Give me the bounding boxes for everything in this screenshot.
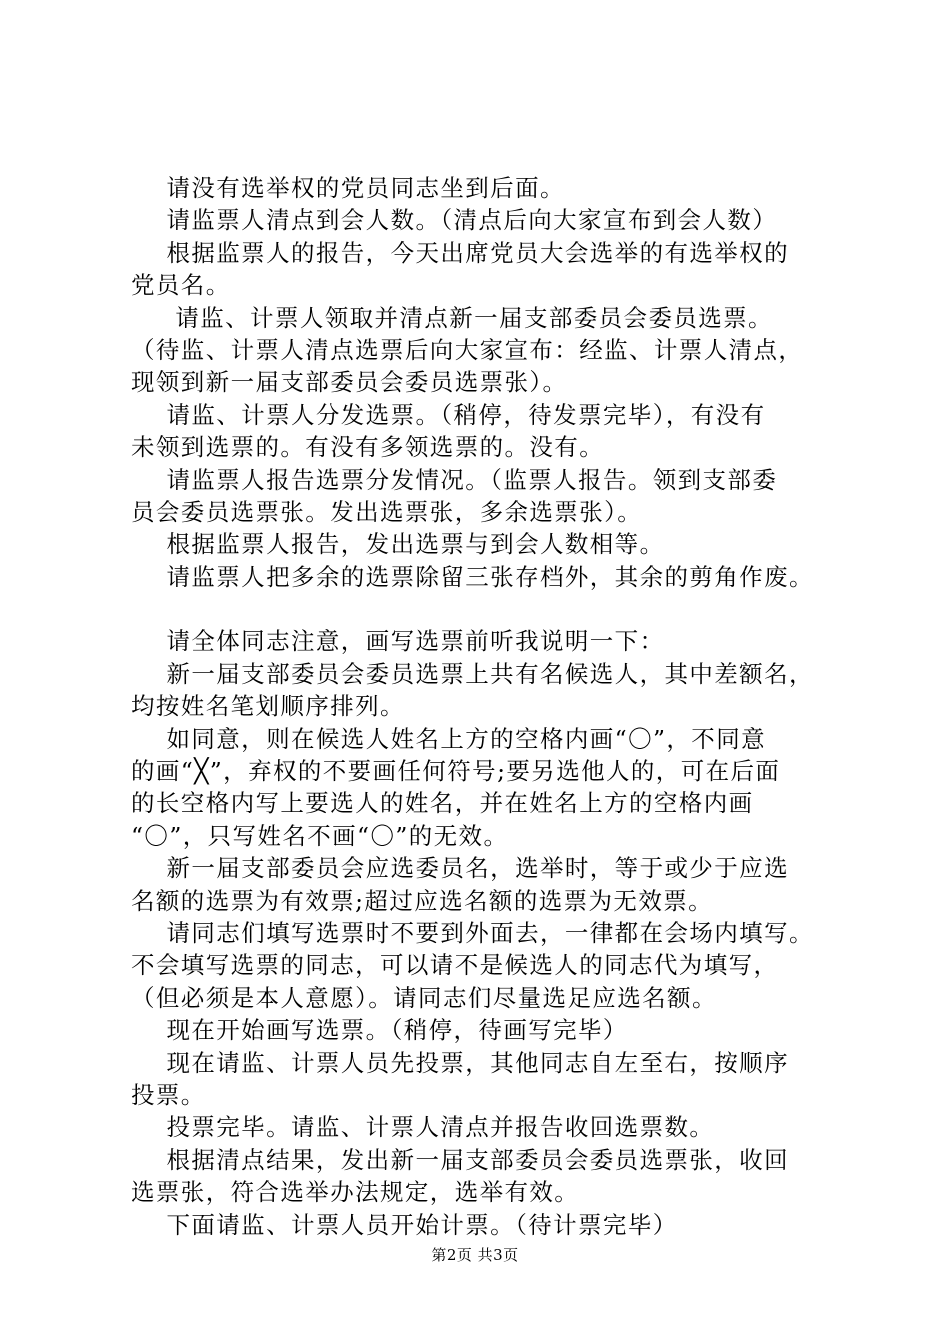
- text-line: 如同意，则在候选人姓名上方的空格内画“〇”，不同意: [131, 724, 767, 753]
- text-line: “〇”，只写姓名不画“〇”的无效。: [131, 821, 509, 850]
- text-line: （但必须是本人意愿）。请同志们尽量选足应选名额。: [131, 983, 717, 1012]
- page-number-footer: 第2页 共3页: [431, 1246, 519, 1264]
- text-line: 新一届支部委员会应选委员名，选举时，等于或少于应选: [131, 854, 789, 883]
- document-body: [131, 172, 851, 1241]
- text-line: 未领到选票的。有没有多领选票的。没有。: [131, 433, 605, 462]
- text-line: 新一届支部委员会委员选票上共有名候选人，其中差额名，: [131, 659, 814, 688]
- text-line: 请监、计票人领取并清点新一届支部委员会委员选票。: [131, 303, 773, 332]
- text-line: [131, 593, 851, 625]
- text-line: 请同志们填写选票时不要到外面去，一律都在会场内填写。: [131, 918, 814, 947]
- text-line: 下面请监、计票人员开始计票。（待计票完毕）: [131, 1210, 678, 1239]
- text-line: 根据清点结果，发出新一届支部委员会委员选票张，收回: [131, 1145, 789, 1174]
- text-line: 名额的选票为有效票;超过应选名额的选票为无效票。: [131, 886, 714, 915]
- text-line: 的长空格内写上要选人的姓名，并在姓名上方的空格内画: [131, 789, 754, 818]
- text-line: 现领到新一届支部委员会委员选票张）。: [131, 368, 568, 397]
- text-line: （待监、计票人清点选票后向大家宣布：经监、计票人清点，: [131, 335, 804, 364]
- text-line: 党员名。: [131, 271, 231, 300]
- text-line: 请监票人把多余的选票除留三张存档外，其余的剪角作废。: [131, 562, 814, 591]
- text-line: 均按姓名笔划顺序排列。: [131, 692, 405, 721]
- text-line: 投票完毕。请监、计票人清点并报告收回选票数。: [131, 1113, 715, 1142]
- text-line: 请监票人清点到会人数。（清点后向大家宣布到会人数）: [131, 206, 778, 235]
- text-line: 投票。: [131, 1080, 206, 1109]
- text-line: 选票张，符合选举办法规定，选举有效。: [131, 1178, 580, 1207]
- text-line: 请监、计票人分发选票。（稍停，待发票完毕），有没有: [131, 400, 766, 429]
- text-line: 员会委员选票张。发出选票张，多余选票张）。: [131, 497, 643, 526]
- text-line: 的画“╳”，弃权的不要画任何符号;要另选他人的，可在后面: [131, 757, 781, 786]
- text-line: 不会填写选票的同志，可以请不是候选人的同志代为填写，: [131, 951, 779, 980]
- text-line: 请全体同志注意，画写选票前听我说明一下：: [131, 627, 665, 656]
- text-line: 请监票人报告选票分发情况。（监票人报告。领到支部委: [131, 465, 778, 494]
- text-line: 现在请监、计票人员先投票，其他同志自左至右，按顺序: [131, 1048, 789, 1077]
- text-line: 根据监票人报告，发出选票与到会人数相等。: [131, 530, 665, 559]
- text-line: 根据监票人的报告，今天出席党员大会选举的有选举权的: [131, 238, 789, 267]
- text-line: 请没有选举权的党员同志坐到后面。: [131, 174, 565, 202]
- text-line: 现在开始画写选票。（稍停，待画写完毕）: [131, 1016, 628, 1045]
